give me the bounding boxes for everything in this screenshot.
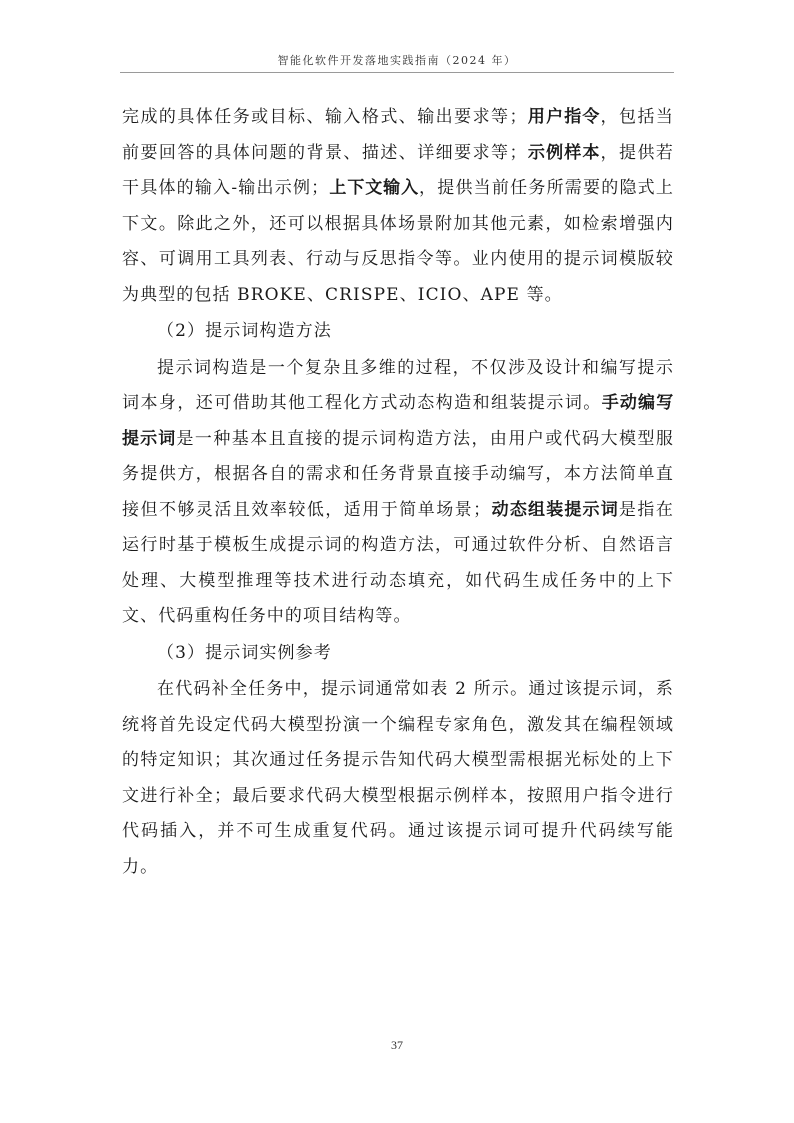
- term-manual-prompt: 手动编写提示词: [122, 393, 674, 449]
- term-context-input: 上下文输入: [329, 178, 420, 198]
- header-rule: [120, 72, 674, 73]
- running-header: 智能化软件开发落地实践指南（2024 年）: [277, 54, 517, 67]
- text-run: 完成的具体任务或目标、输入格式、输出要求等；: [122, 107, 528, 127]
- paragraph-construction-methods: [122, 351, 674, 635]
- term-user-instruction: 用户指令: [527, 107, 601, 127]
- term-example-samples: 示例样本: [527, 142, 601, 163]
- text-run: 是一种基本且直接的提示词构造方法，由用户或代码大模型服务提供方，根据各自的需求和任务背景直接手动编写，本方法简单直接但不够灵活且效率较低，适用于简单场景；: [122, 428, 675, 520]
- section-heading-3: （3）提示词实例参考: [157, 642, 332, 663]
- document-body: [122, 100, 674, 885]
- text-run: ，提供当前任务所需要的隐式上下文。除此之外，还可以根据具体场景附加其他元素，如检索增强内容、可调用工具列表、行动与反思指令等。业内使用的提示词模版较为典型的包括 BROKE、CRISPE、ICIO、APE 等。: [122, 178, 674, 305]
- paragraph-prompt-example: 在代码补全任务中，提示词通常如表 2 所示。通过该提示词，系统将首先设定代码大模型扮演一个编程专家角色，激发其在编程领域的特定知识；其次通过任务提示告知代码大模型需根据光标处的上下文进行补全；最后要求代码大模型根据示例样本，按照用户指令进行代码插入，并不可生成重复代码。通过该提示词可提升代码续写能力。: [122, 679, 674, 877]
- text-run: 是指在运行时基于模板生成提示词的构造方法，可通过软件分析、自然语言处理、大模型推理等技术进行动态填充，如代码生成任务中的上下文、代码重构任务中的项目结构等。: [122, 499, 674, 626]
- text-run: ，包括当前要回答的具体问题的背景、描述、详细要求等；: [122, 107, 675, 163]
- paragraph-prompt-elements: [122, 100, 674, 313]
- text-run: ，提供若干具体的输入-输出示例；: [122, 142, 675, 198]
- text-run: 提示词构造是一个复杂且多维的过程，不仅涉及设计和编写提示词本身，还可借助其他工程化方式动态构造和组装提示词。: [122, 357, 674, 413]
- page-number: 37: [391, 1038, 403, 1052]
- section-heading-2: （2）提示词构造方法: [157, 321, 332, 341]
- term-dynamic-prompt: 动态组装提示词: [491, 499, 619, 520]
